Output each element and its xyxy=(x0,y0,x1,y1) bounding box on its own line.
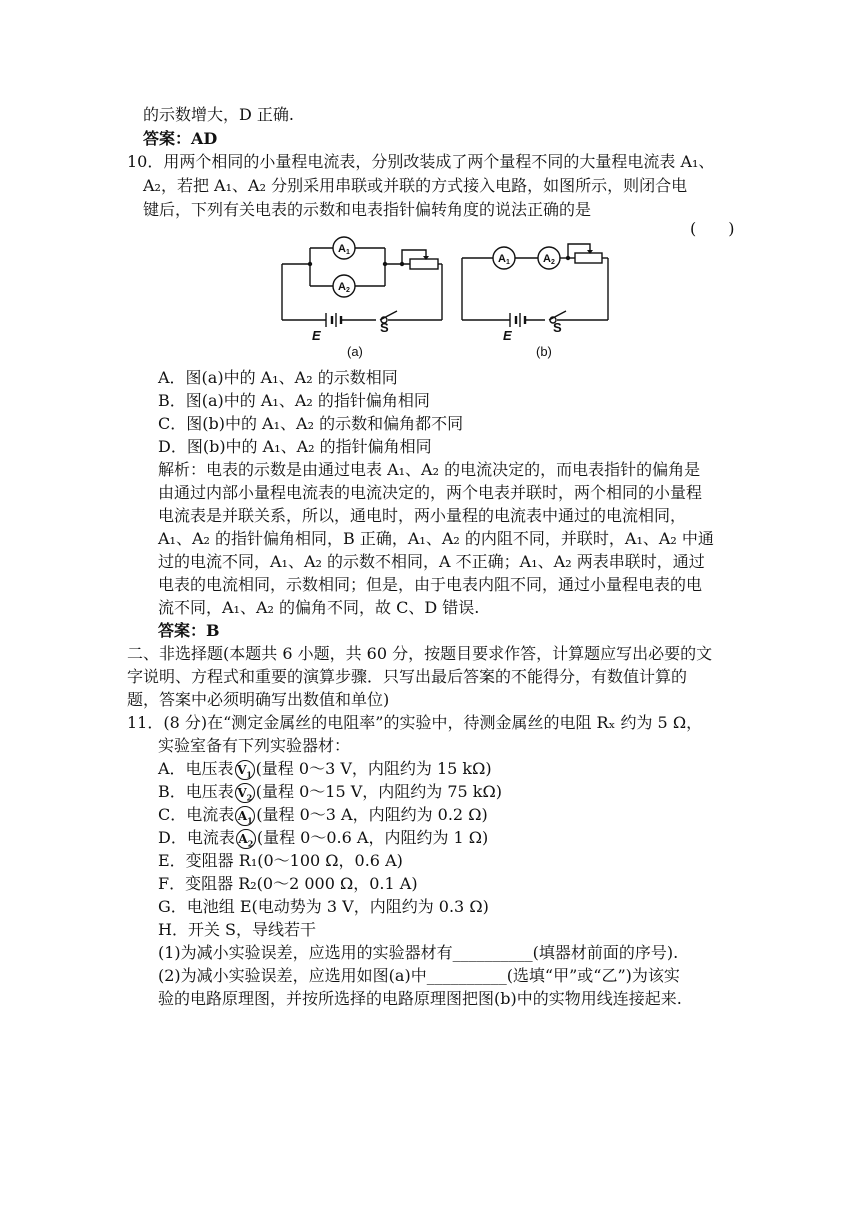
q11-item-d: D．电流表 $A_2$ (量程 0～0.6 A，内阻约为 1 Ω) xyxy=(158,828,489,848)
section2-heading-line1: 二、非选择题(本题共 6 小题，共 60 分，按题目要求作答，计算题应写出必要的文 xyxy=(127,644,713,663)
ammeter-a2-icon: $A_2$ xyxy=(236,829,256,849)
figure-b-caption: (b) xyxy=(536,344,552,359)
battery-label-b: E xyxy=(503,328,512,343)
q10-option-b: B．图(a)中的 A₁、A₂ 的指针偏角相同 xyxy=(158,391,430,410)
figure-a-caption: (a) xyxy=(347,344,363,359)
prev-answer: 答案：AD xyxy=(143,129,218,148)
q10-analysis-line1: 解析：电表的示数是由通过电表 A₁、A₂ 的电流决定的，而电表指针的偏角是 xyxy=(158,460,701,479)
q10-stem-line2: A₂，若把 A₁、A₂ 分别采用串联或并联的方式接入电路，如图所示，则闭合电 xyxy=(143,176,688,195)
ammeter-a1-label-a: A1 xyxy=(338,243,350,256)
q10-answer-blank: ( ) xyxy=(690,219,735,238)
q11-stem-line1: 11．(8 分)在“测定金属丝的电阻率”的实验中，待测金属丝的电阻 Rₓ 约为 5 Ω， xyxy=(127,713,703,732)
switch-label-b: S xyxy=(553,320,562,335)
section2-heading-line3: 题，答案中必须明确写出数值和单位) xyxy=(127,690,390,709)
q10-analysis-line4: A₁、A₂ 的指针偏角相同，B 正确，A₁、A₂ 的内阻不同，并联时，A₁、A₂ 中通 xyxy=(158,529,714,548)
battery-label-a: E xyxy=(312,328,321,343)
q11-item-g: G．电池组 E(电动势为 3 V，内阻约为 0.3 Ω) xyxy=(158,897,489,916)
ammeter-a1-icon: $A_1$ xyxy=(235,806,255,826)
q11-item-a: A．电压表 $V_1$ (量程 0～3 V，内阻约为 15 kΩ) xyxy=(158,759,492,779)
ammeter-a1-label-b: A1 xyxy=(498,253,510,266)
prev-continuation: 的示数增大，D 正确. xyxy=(143,105,295,124)
q11-part2-line1: (2)为减小实验误差，应选用如图(a)中__________(选填“甲”或“乙”)为该实 xyxy=(158,966,680,985)
switch-label-a: S xyxy=(380,320,389,335)
ammeter-a2-label-b: A2 xyxy=(543,253,555,266)
q11-part2-line2: 验的电路原理图，并按所选择的电路原理图把图(b)中的实物用线连接起来. xyxy=(158,989,682,1008)
q10-option-a: A．图(a)中的 A₁、A₂ 的示数相同 xyxy=(158,368,398,387)
q10-analysis-line5: 过的电流不同，A₁、A₂ 的示数不相同，A 不正确；A₁、A₂ 两表串联时，通过 xyxy=(158,552,705,571)
q11-item-f: F．变阻器 R₂(0～2 000 Ω，0.1 A) xyxy=(158,874,418,893)
q10-stem-line3: 键后，下列有关电表的示数和电表指针偏转角度的说法正确的是 xyxy=(143,200,592,219)
q10-stem-line1: 10．用两个相同的小量程电流表，分别改装成了两个量程不同的大量程电流表 A₁、 xyxy=(127,152,715,171)
q11-item-h: H．开关 S，导线若干 xyxy=(158,920,317,939)
q11-item-e: E．变阻器 R₁(0～100 Ω，0.6 A) xyxy=(158,851,403,870)
q10-circuit-figure xyxy=(270,236,620,364)
section2-heading-line2: 字说明、方程式和重要的演算步骤．只写出最后答案的不能得分，有数值计算的 xyxy=(127,667,688,686)
q10-option-d: D．图(b)中的 A₁、A₂ 的指针偏角相同 xyxy=(158,437,432,456)
q10-analysis-line6: 电表的电流相同，示数相同；但是，由于电表内阻不同，通过小量程电表的电 xyxy=(158,575,703,594)
q11-item-b: B．电压表 $V_2$ (量程 0～15 V，内阻约为 75 kΩ) xyxy=(158,782,503,802)
q10-analysis-line2: 由通过内部小量程电流表的电流决定的，两个电表并联时，两个相同的小量程 xyxy=(158,483,703,502)
q10-analysis-line7: 流不同，A₁、A₂ 的偏角不同，故 C、D 错误. xyxy=(158,598,480,617)
q11-item-c: C．电流表 $A_1$ (量程 0～3 A，内阻约为 0.2 Ω) xyxy=(158,805,488,825)
voltmeter-v1-icon: $V_1$ xyxy=(235,760,255,780)
q10-answer: 答案：B xyxy=(158,621,220,640)
ammeter-a2-label-a: A2 xyxy=(338,281,350,294)
q10-option-c: C．图(b)中的 A₁、A₂ 的示数和偏角都不同 xyxy=(158,414,464,433)
q11-stem-line2: 实验室备有下列实验器材： xyxy=(158,736,351,755)
voltmeter-v2-icon: $V_2$ xyxy=(235,783,255,803)
q10-analysis-line3: 电流表是并联关系，所以，通电时，两小量程的电流表中通过的电流相同， xyxy=(158,506,687,525)
q11-part1: (1)为减小实验误差，应选用的实验器材有__________(填器材前面的序号). xyxy=(158,943,679,962)
